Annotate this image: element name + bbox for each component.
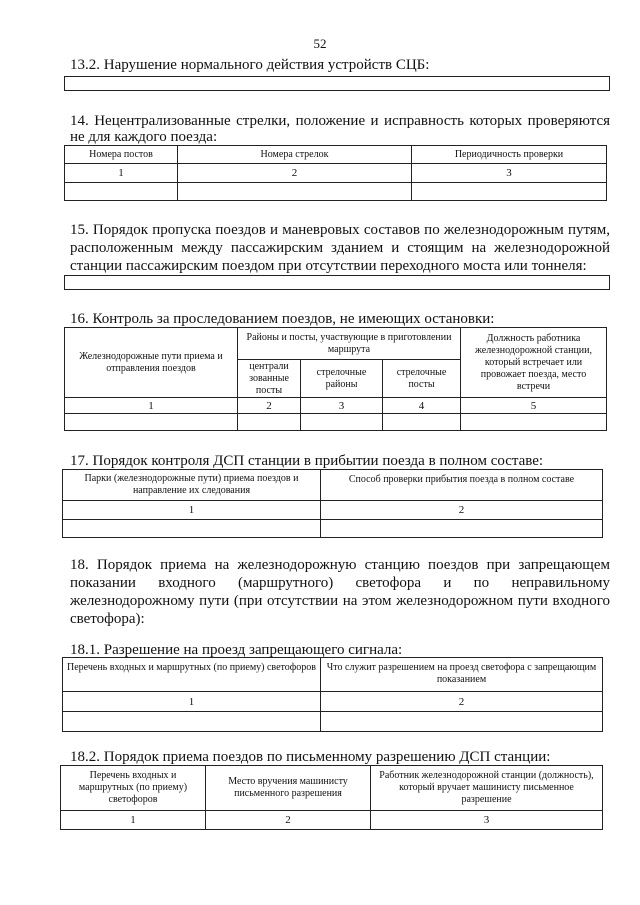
section-18-line3: железнодорожному пути (при отсутствии на этом железнодорожном пути входного — [70, 593, 610, 609]
s18-2-colnum: 3 — [371, 811, 603, 830]
s16-colnum: 3 — [301, 398, 383, 414]
s18-1-colnum: 2 — [321, 692, 603, 712]
s14-header-switches: Номера стрелок — [178, 146, 412, 164]
s14-colnum: 2 — [178, 164, 412, 183]
section-15-line1: 15. Порядок пропуска поездов и маневровых составов по железнодорожным путям, — [70, 222, 610, 238]
section-18-line2: показании входного (маршрутного) светофора и по неправильному — [70, 575, 610, 591]
section-18-2-title: 18.2. Порядок приема поездов по письменному разрешению ДСП станции: — [70, 749, 551, 765]
s17-empty-cell — [321, 520, 603, 538]
section-15-line3: станции пассажирским поездом при отсутствии переходного моста или тоннеля: — [70, 258, 587, 274]
s18-2-colnum: 1 — [61, 811, 206, 830]
section-18-line4: светофора): — [70, 611, 145, 627]
s17-colnum: 2 — [321, 501, 603, 520]
section-18-1-title: 18.1. Разрешение на проезд запрещающего сигнала: — [70, 642, 403, 658]
page-number: 52 — [313, 36, 327, 51]
section-14-title-line1: 14. Нецентрализованные стрелки, положение и исправность которых проверяются — [70, 113, 610, 129]
section-16-title: 16. Контроль за проследованием поездов, не имеющих остановки: — [70, 311, 495, 327]
section-15-line2: расположенным между пассажирским зданием и стоящим на железнодорожной — [70, 240, 610, 256]
s16-header-tracks: Железнодорожные пути приема и отправления поездов — [65, 328, 238, 398]
s16-empty-cell — [301, 414, 383, 431]
s18-2-header-place: Место вручения машинисту письменного разрешения — [206, 766, 371, 811]
s16-empty-cell — [461, 414, 607, 431]
s14-empty-cell — [65, 183, 178, 201]
s18-1-empty-cell — [63, 712, 321, 732]
s16-colnum: 1 — [65, 398, 238, 414]
s14-colnum: 3 — [412, 164, 607, 183]
s16-header-districts: Районы и посты, участвующие в приготовлении маршрута — [238, 328, 461, 360]
s18-2-header-worker: Работник железнодорожной станции (должность), который вручает машинисту письменное разрешение — [371, 766, 603, 811]
s18-2-header-signals: Перечень входных и маршрутных (по приему) светофоров — [61, 766, 206, 811]
section-13-2-title: 13.2. Нарушение нормального действия устройств СЦБ: — [70, 57, 430, 73]
section-17-table — [62, 469, 603, 538]
s16-header-position: Должность работника железнодорожной станции, который встречает или провожает поезда, место встречи — [461, 328, 607, 398]
section-15-field — [64, 275, 610, 290]
s18-1-empty-cell — [321, 712, 603, 732]
section-18-2-table — [60, 765, 603, 830]
s17-header-parks: Парки (железнодорожные пути) приема поездов и направление их следования — [63, 470, 321, 501]
section-14-table — [64, 145, 607, 201]
s16-header-switch-districts: стрелочные районы — [301, 360, 383, 398]
s17-empty-cell — [63, 520, 321, 538]
s16-empty-cell — [65, 414, 238, 431]
s14-empty-cell — [178, 183, 412, 201]
s16-colnum: 5 — [461, 398, 607, 414]
s14-colnum: 1 — [65, 164, 178, 183]
s16-empty-cell — [238, 414, 301, 431]
s18-1-header-permission: Что служит разрешением на проезд светофора с запрещающим показанием — [321, 658, 603, 692]
section-18-line1: 18. Порядок приема на железнодорожную станцию поездов при запрещающем — [70, 557, 610, 573]
s16-colnum: 2 — [238, 398, 301, 414]
s16-empty-cell — [383, 414, 461, 431]
s18-2-colnum: 2 — [206, 811, 371, 830]
s18-1-header-signals: Перечень входных и маршрутных (по приему) светофоров — [63, 658, 321, 692]
section-16-table — [64, 327, 607, 431]
s17-header-method: Способ проверки прибытия поезда в полном составе — [321, 470, 603, 501]
s17-colnum: 1 — [63, 501, 321, 520]
s16-header-switch-posts: стрелочные посты — [383, 360, 461, 398]
s16-header-centralized: централи зованные посты — [238, 360, 301, 398]
section-18-1-table — [62, 657, 603, 732]
s14-header-posts: Номера постов — [65, 146, 178, 164]
section-17-title: 17. Порядок контроля ДСП станции в прибытии поезда в полном составе: — [70, 453, 544, 469]
s14-header-periodicity: Периодичность проверки — [412, 146, 607, 164]
section-13-2-field — [64, 76, 610, 91]
s18-1-colnum: 1 — [63, 692, 321, 712]
s16-colnum: 4 — [383, 398, 461, 414]
section-14-title-line2: не для каждого поезда: — [70, 129, 218, 145]
s14-empty-cell — [412, 183, 607, 201]
